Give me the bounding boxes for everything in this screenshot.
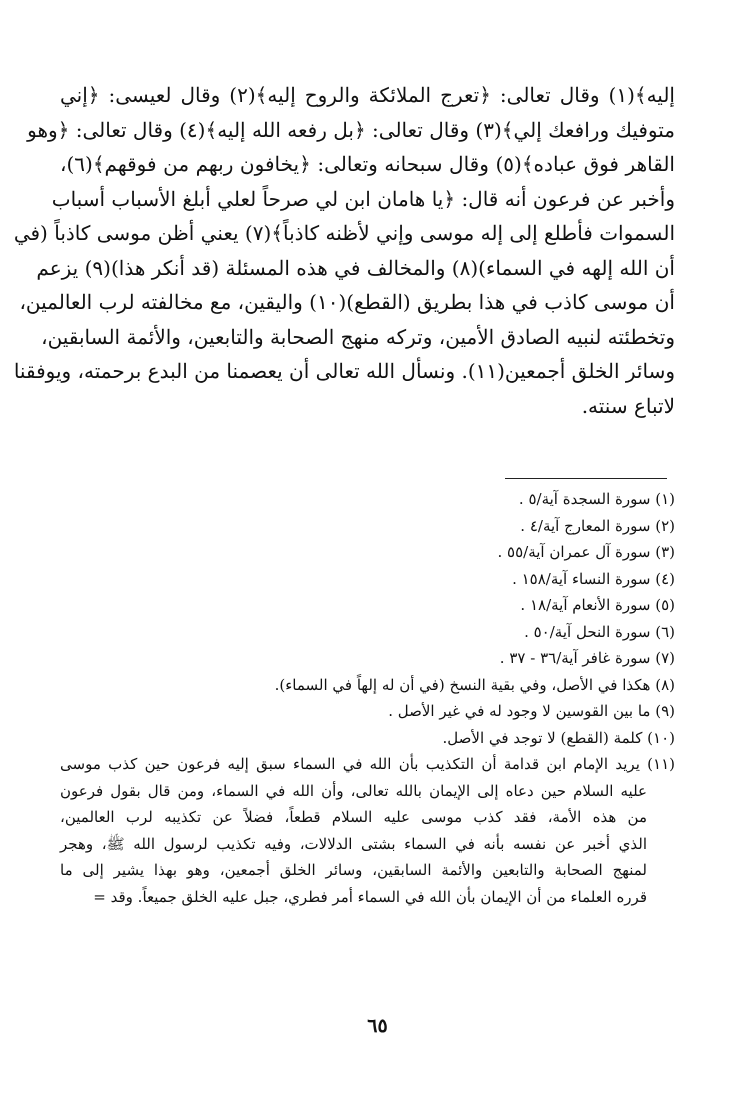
footnote-separator <box>505 478 667 479</box>
body-line: السموات فأطلع إلى إله موسى وإني لأظنه كاذباً﴾(٧) يعني أظن موسى كاذباً (في <box>13 221 675 245</box>
body-line: لاتباع سنته. <box>581 393 675 418</box>
main-text <box>13 78 675 423</box>
footnote-11-line: عليه السلام حين دعاه إلى الإيمان بالله تعالى، وأن الله في السماء، ومن قال بقول فرعون <box>60 781 647 800</box>
footnote: (٩) ما بين القوسين لا وجود له في غير الأصل . <box>388 702 675 720</box>
footnote-11-line: قرره العلماء من أن الإيمان بأن الله في السماء أمر فطري، جبل عليه الخلق جميعاً. وقد = <box>93 887 647 906</box>
body-line: وأخبر عن فرعون أنه قال: ﴿يا هامان ابن لي صرحاً لعلي أبلغ الأسباب أسباب <box>51 186 675 211</box>
page-number: ٦٥ <box>367 1015 388 1037</box>
footnote: (٣) سورة آل عمران آية/٥٥ . <box>497 543 675 561</box>
footnote: (١٠) كلمة (القطع) لا توجد في الأصل. <box>442 728 675 747</box>
footnote-11-line: الذي أخبر عن نفسه بأنه في السماء بشتى الدلالات، وفيه تكذيب لرسول الله ﷺ، وهجر <box>60 834 647 853</box>
footnote: (٦) سورة النحل آية/٥٠ . <box>524 622 675 641</box>
footnote: (٥) سورة الأنعام آية/١٨ . <box>520 596 675 614</box>
footnote: (٤) سورة النساء آية/١٥٨ . <box>512 569 675 588</box>
footnote: (٢) سورة المعارج آية/٤ . <box>520 516 675 535</box>
footnotes <box>60 486 675 910</box>
footnote-11-line: لمنهج الصحابة والتابعين والأئمة السابقين، وسائر الخلق أجمعين، وهو بهذا يشير إلى ما <box>60 861 647 879</box>
footnote: (٧) سورة غافر آية/٣٦ - ٣٧ . <box>499 649 675 667</box>
footnote: (٨) هكذا في الأصل، وفي بقية النسخ (في أن له إلهاً في السماء). <box>274 675 675 694</box>
body-line: وسائر الخلق أجمعين(١١). ونسأل الله تعالى أن يعصمنا من البدع برحمته، ويوفقنا <box>13 359 675 383</box>
body-line: القاهر فوق عباده﴾(٥) وقال سبحانه وتعالى: ﴿يخافون ربهم من فوقهم﴾(٦)، <box>60 152 675 176</box>
body-line: إليه﴾(١) وقال تعالى: ﴿تعرج الملائكة والروح إليه﴾(٢) وقال لعيسى: ﴿إني <box>60 83 675 107</box>
body-line: أن موسى كاذب في هذا بطريق (القطع)(١٠) واليقين، مع مخالفته لرب العالمين، <box>19 290 675 314</box>
footnote-11-line: من هذه الأمة، فقد كذب موسى عليه السلام قطعاً، فضلاً عن تكذيبه لرب العالمين، <box>60 808 647 826</box>
body-line: متوفيك ورافعك إلي﴾(٣) وقال تعالى: ﴿بل رفعه الله إليه﴾(٤) وقال تعالى: ﴿وهو <box>27 117 675 142</box>
body-line: وتخطئته لنبيه الصادق الأمين، وتركه منهج الصحابة والتابعين، والأئمة السابقين، <box>41 324 675 349</box>
body-line: أن الله إلهه في السماء)(٨) والمخالف في هذه المسئلة (قد أنكر هذا)(٩) يزعم <box>36 255 675 280</box>
footnote: (١) سورة السجدة آية/٥ . <box>518 490 675 508</box>
footnote-11: (١١) يريد الإمام ابن قدامة أن التكذيب بأن الله في السماء سبق إليه فرعون حين كذب موسى <box>60 755 675 773</box>
